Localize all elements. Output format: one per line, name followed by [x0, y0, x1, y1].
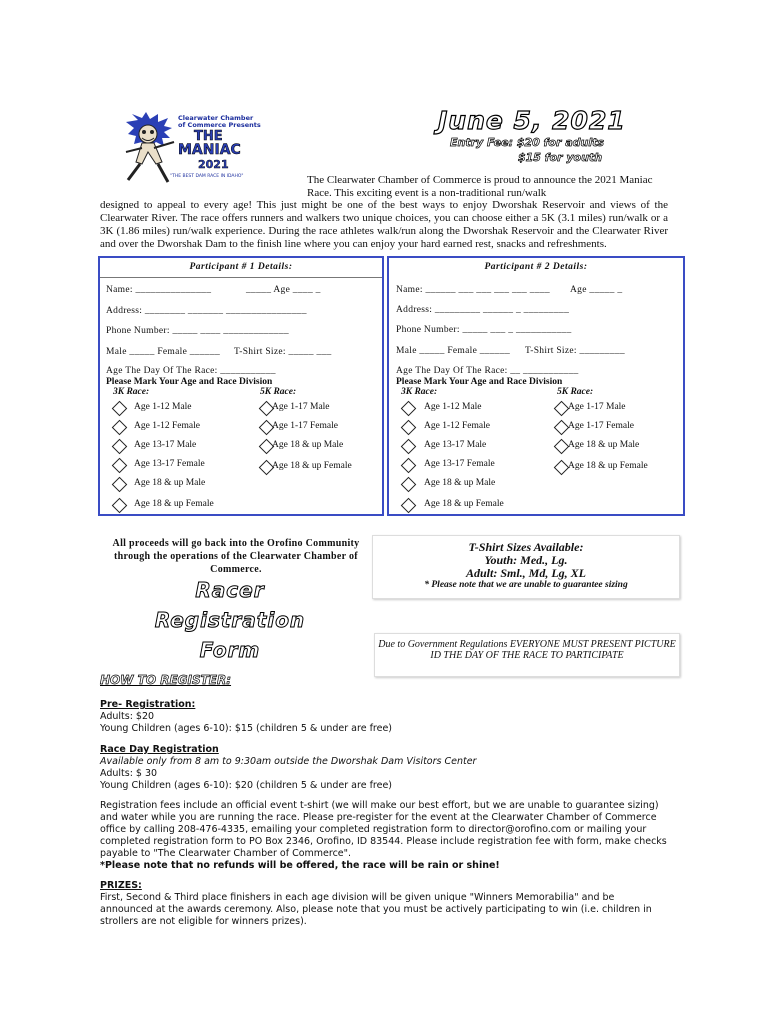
checkbox-diamond-icon[interactable] [554, 439, 570, 455]
government-id-notice: Due to Government Regulations EVERYONE MUST PRESENT PICTURE ID THE DAY OF THE RACE TO PARTICIPATE [374, 633, 680, 677]
tshirt-youth: Youth: Med., Lg. [484, 553, 568, 567]
division-option-label: Age 13-17 Male [134, 440, 197, 450]
division-option-label: Age 18 & up Female [568, 461, 648, 471]
registration-title-racer: Racer [195, 578, 265, 602]
division-option-label: Age 18 & up Female [134, 499, 214, 509]
tshirt-sizes-box [372, 535, 680, 599]
division-option-label: Age 1-12 Male [134, 402, 192, 412]
checkbox-diamond-icon[interactable] [112, 458, 128, 474]
p1-phone-field[interactable]: Phone Number: _____ ____ _____________ [106, 326, 289, 336]
p2-mark-instruction: Please Mark Your Age and Race Division [396, 377, 563, 387]
logo-line2: of Commerce Presents [178, 121, 261, 129]
division-option-label: Age 1-17 Male [272, 402, 330, 412]
participant-2-title: Participant # 2 Details: [484, 262, 588, 272]
p1-5k-heading: 5K Race: [260, 387, 297, 397]
division-option-label: Age 1-12 Male [424, 402, 482, 412]
checkbox-diamond-icon[interactable] [401, 420, 417, 436]
race-day-note: Available only from 8 am to 9:30am outside the Dworshak Dam Visitors Center [100, 756, 477, 767]
p1-name-field[interactable]: Name: _______________ [106, 285, 212, 295]
division-option-label: Age 13-17 Male [424, 440, 487, 450]
checkbox-diamond-icon[interactable] [554, 420, 570, 436]
race-day-section [100, 744, 670, 792]
entry-fee-youth: $15 for youth [518, 151, 603, 164]
pre-registration-section [100, 699, 670, 735]
no-refunds-note: *Please note that no refunds will be offered, the race will be rain or shine! [100, 860, 500, 871]
tshirt-note: * Please note that we are unable to guarantee sizing [424, 580, 628, 590]
pre-registration-adults: Adults: $20 [100, 711, 155, 722]
prizes-heading: PRIZES: [100, 880, 142, 891]
division-option-label: Age 18 & up Male [424, 478, 496, 488]
checkbox-diamond-icon[interactable] [401, 439, 417, 455]
logo-the: THE [194, 129, 223, 144]
division-option-label: Age 13-17 Female [134, 459, 205, 469]
intro-text-1: The Clearwater Chamber of Commerce is proud to announce the 2021 Maniac Race. This exciting event is a non-traditional run/walk [307, 174, 653, 199]
registration-title-form: Form [199, 638, 261, 662]
fees-text: Registration fees include an official event t-shirt (we will make our best effort, but we are unable to guarantee sizing) and water while you are running the race. Please pre-register for the event at the Clearwater Chamber of Commerce office by calling 208-476-4335, emailing your completed registration form to director@orofino.com or mailing your completed registration form to PO Box 2346, Orofino, ID 83544. Please include registration fee with form, make checks payable to "The Clearwater Chamber of Commerce". [100, 800, 667, 859]
proceeds-note: All proceeds will go back into the Orofino Community through the operations of the Clearwater Chamber of Commerce. [112, 538, 360, 575]
p1-age-field[interactable]: _____ Age ____ _ [246, 285, 321, 295]
checkbox-diamond-icon[interactable] [554, 401, 570, 417]
p1-mark-instruction: Please Mark Your Age and Race Division [106, 377, 273, 387]
division-option-label: Age 1-12 Female [134, 421, 200, 431]
race-date: June 5, 2021 [438, 106, 626, 135]
checkbox-diamond-icon[interactable] [401, 477, 417, 493]
p1-address-field[interactable]: Address: ________ _______ ________________ [106, 306, 307, 316]
race-day-adults: Adults: $ 30 [100, 768, 158, 779]
checkbox-diamond-icon[interactable] [401, 458, 417, 474]
checkbox-diamond-icon[interactable] [112, 498, 128, 514]
division-option-label: Age 1-12 Female [424, 421, 490, 431]
logo-maniac: MANIAC [178, 142, 241, 158]
participant-2-box [387, 256, 685, 516]
division-option-label: Age 18 & up Male [272, 440, 344, 450]
entry-fee-adults: Entry Fee: $20 for adults [450, 136, 604, 149]
p1-gender-field[interactable]: Male _____ Female ______ [106, 347, 221, 357]
division-option-label: Age 13-17 Female [424, 459, 495, 469]
prizes-text: First, Second & Third place finishers in each age division will be given unique "Winners Memorabilia" and be announced at the awards ceremony. Also, please note that you must be actively participating to win (i.e. children in strollers are not eligible for winners prizes). [100, 892, 652, 927]
p2-tshirt-field[interactable]: T-Shirt Size: _________ [525, 346, 625, 356]
registration-title-registration: Registration [154, 608, 306, 632]
checkbox-diamond-icon[interactable] [112, 401, 128, 417]
participant-1-box [98, 256, 384, 516]
maniac-logo [118, 112, 298, 187]
checkbox-diamond-icon[interactable] [401, 401, 417, 417]
p2-race-day-age-field[interactable]: Age The Day Of The Race: __ ___________ [396, 366, 579, 376]
checkbox-diamond-icon[interactable] [112, 439, 128, 455]
p2-phone-field[interactable]: Phone Number: _____ ___ _ ___________ [396, 325, 572, 335]
p1-3k-heading: 3K Race: [113, 387, 150, 397]
logo-line1: Clearwater Chamber [178, 114, 254, 122]
divider [100, 277, 382, 278]
checkbox-diamond-icon[interactable] [401, 498, 417, 514]
tshirt-title: T-Shirt Sizes Available: [468, 540, 584, 554]
pre-registration-youth: Young Children (ages 6-10): $15 (children 5 & under are free) [100, 723, 392, 734]
race-day-youth: Young Children (ages 6-10): $20 (children 5 & under are free) [100, 780, 392, 791]
division-option-label: Age 1-17 Male [568, 402, 626, 412]
logo-year: 2021 [198, 158, 229, 171]
p2-gender-field[interactable]: Male _____ Female ______ [396, 346, 511, 356]
division-option-label: Age 18 & up Male [134, 478, 206, 488]
checkbox-diamond-icon[interactable] [554, 460, 570, 476]
pre-registration-heading: Pre- Registration: [100, 699, 196, 710]
logo-tagline: "THE BEST DAM RACE IN IDAHO" [170, 174, 244, 179]
race-day-heading: Race Day Registration [100, 744, 219, 755]
division-option-label: Age 1-17 Female [272, 421, 338, 431]
p2-name-field[interactable]: Name: ______ ___ ___ ___ ___ ____ [396, 285, 550, 295]
p2-address-field[interactable]: Address: _________ ______ _ _________ [396, 305, 570, 315]
tshirt-adult: Adult: Sml., Md, Lg, XL [465, 566, 587, 580]
intro-text-2: designed to appeal to every age! This just might be one of the best ways to enjoy Dworshak Reservoir and views of the Clearwater River. The race offers runners and walkers two unique choices, you can choose either a 5K (3.1 miles) run/walk or a 3K (1.86 miles) run/walk experience. During the race athletes walk/run along the Dworshak Reservoir and the Clearwater River and over the Dworshak Dam to the finish line where you can enjoy your hard earned rest, snacks and refreshments. [100, 199, 668, 250]
p2-5k-heading: 5K Race: [557, 387, 594, 397]
participant-1-title: Participant # 1 Details: [189, 262, 293, 272]
prizes-section [100, 880, 670, 928]
division-option-label: Age 1-17 Female [568, 421, 634, 431]
checkbox-diamond-icon[interactable] [112, 420, 128, 436]
p1-tshirt-field[interactable]: T-Shirt Size: _____ ___ [234, 347, 332, 357]
division-option-label: Age 18 & up Male [568, 440, 640, 450]
p1-race-day-age-field[interactable]: Age The Day Of The Race: ___________ [106, 366, 276, 376]
p2-3k-heading: 3K Race: [401, 387, 438, 397]
checkbox-diamond-icon[interactable] [112, 477, 128, 493]
division-option-label: Age 18 & up Female [424, 499, 504, 509]
fees-section [100, 800, 670, 872]
division-option-label: Age 18 & up Female [272, 461, 352, 471]
p2-age-field[interactable]: Age _____ _ [570, 285, 623, 295]
how-to-register-heading: HOW TO REGISTER: [100, 673, 232, 687]
